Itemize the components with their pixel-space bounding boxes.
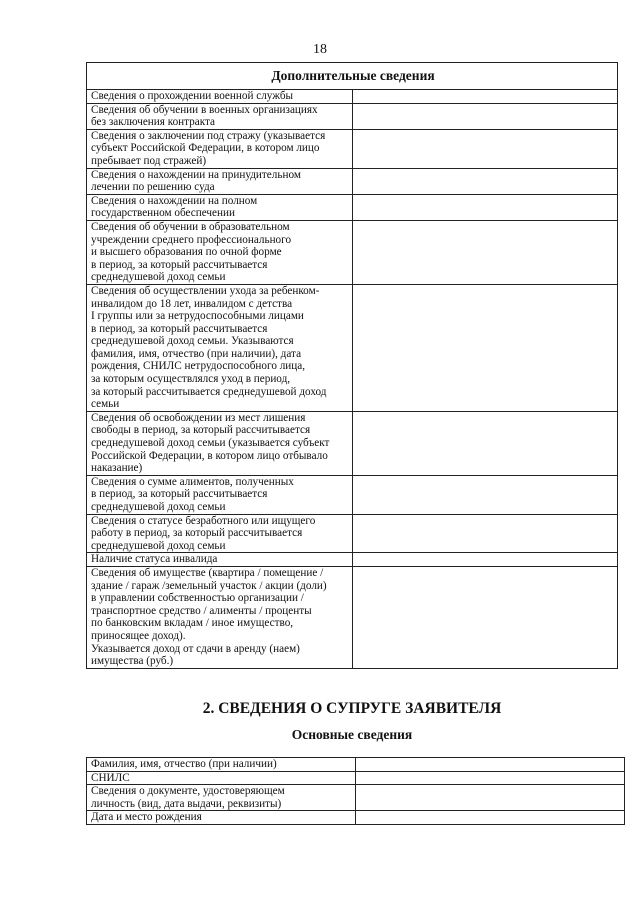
field-label-snils: СНИЛС [87,771,356,785]
field-value-compulsory-treatment[interactable] [352,168,618,194]
section-title: 2. СВЕДЕНИЯ О СУПРУГЕ ЗАЯВИТЕЛЯ [202,700,502,717]
field-label-full-time-education: Сведения об обучении в образовательном учреждении среднего профессионального и высшего образования по очной форме в период, за который рассчитывается среднедушевой доход семьи [87,220,353,284]
spouse-basic-info-table [86,757,625,825]
table-row [87,194,618,220]
subsection-title: Основные сведения [291,727,413,742]
table-row [87,811,625,825]
field-value-custody[interactable] [352,129,618,168]
field-value-military-education[interactable] [352,103,618,129]
table-row [87,758,625,772]
field-label-full-name: Фамилия, имя, отчество (при наличии) [87,758,356,772]
field-label-unemployment: Сведения о статусе безработного или ищущего работу в период, за который рассчитывается среднедушевой доход семьи [87,514,353,553]
field-label-state-support: Сведения о нахождении на полном государственном обеспечении [87,194,353,220]
table-row [87,785,625,811]
field-label-prison-release: Сведения об освобождении из мест лишения свободы в период, за который рассчитывается среднедушевой доход семьи (указывается субъект Российской Федерации, в котором лицо отбывало наказание) [87,411,353,475]
field-value-state-support[interactable] [352,194,618,220]
field-label-care-provision: Сведения об осуществлении ухода за ребенком- инвалидом до 18 лет, инвалидом с детства I группы или за нетрудоспособными лицами в период, за который рассчитывается среднедушевой доход семьи. Указываются фамилия, имя, отчество (при наличии), дата рождения, СНИЛС нетрудоспособного лица, за которым осуществлялся уход в период, за который рассчитывается среднедушевой доход семьи [87,284,353,411]
table-row [87,475,618,514]
field-label-birth-date-place: Дата и место рождения [87,811,356,825]
table-row [87,90,618,104]
field-value-property[interactable] [352,566,618,668]
field-value-identity-document[interactable] [356,785,625,811]
additional-info-header: Дополнительные сведения [87,63,618,90]
field-label-military-education: Сведения об обучении в военных организациях без заключения контракта [87,103,353,129]
field-value-snils[interactable] [356,771,625,785]
table-row [87,168,618,194]
field-label-alimony: Сведения о сумме алиментов, полученных в период, за который рассчитывается среднедушевой доход семьи [87,475,353,514]
table-row [87,103,618,129]
table-row [87,284,618,411]
field-value-prison-release[interactable] [352,411,618,475]
table-row [87,411,618,475]
table-header-row [87,63,618,90]
field-value-full-name[interactable] [356,758,625,772]
field-label-military-service: Сведения о прохождении военной службы [87,90,353,104]
field-label-disability-status: Наличие статуса инвалида [87,553,353,567]
field-value-birth-date-place[interactable] [356,811,625,825]
field-value-disability-status[interactable] [352,553,618,567]
table-row [87,771,625,785]
field-label-custody: Сведения о заключении под стражу (указывается субъект Российской Федерации, в котором лицо пребывает под стражей) [87,129,353,168]
field-value-unemployment[interactable] [352,514,618,553]
field-label-identity-document: Сведения о документе, удостоверяющем личность (вид, дата выдачи, реквизиты) [87,785,356,811]
field-value-full-time-education[interactable] [352,220,618,284]
table-row [87,514,618,553]
page-number: 18 [313,42,327,57]
additional-info-table [86,62,618,669]
field-label-property: Сведения об имуществе (квартира / помещение / здание / гараж /земельный участок / акции (доли) в управлении собственностью организации / транспортное средство / алименты / проценты по банковским вкладам / иное имущество, приносящее доход). Указывается доход от сдачи в аренду (наем) имущества (руб.) [87,566,353,668]
field-value-care-provision[interactable] [352,284,618,411]
table-row [87,553,618,567]
table-row [87,129,618,168]
table-row [87,566,618,668]
field-value-military-service[interactable] [352,90,618,104]
field-value-alimony[interactable] [352,475,618,514]
table-row [87,220,618,284]
field-label-compulsory-treatment: Сведения о нахождении на принудительном лечении по решению суда [87,168,353,194]
